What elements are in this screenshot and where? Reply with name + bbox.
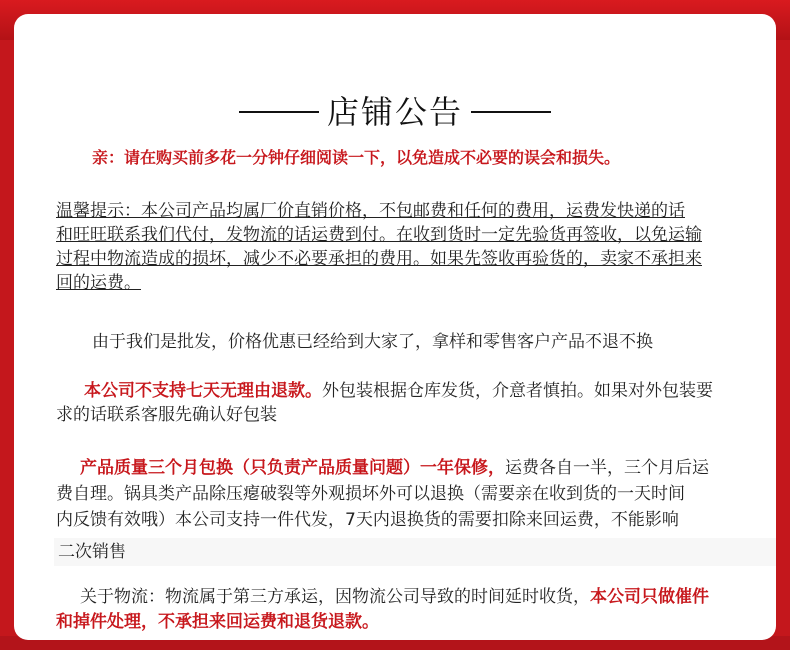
warranty-line-1	[80, 456, 709, 480]
tips-line-4: 回的运费。	[56, 273, 141, 293]
title-row	[14, 90, 776, 134]
notice-card	[14, 14, 776, 640]
logistics-red-2: 和掉件处理，不承担来回运费和退货退款。	[56, 612, 379, 632]
faded-band	[54, 538, 776, 566]
return-policy-line-2: 求的话联系客服先确认好包装	[56, 405, 277, 425]
warranty-red: 产品质量三个月包换（只负责产品质量问题）一年保修，	[80, 458, 505, 478]
return-policy-red: 本公司不支持七天无理由退款。	[84, 381, 322, 401]
tips-line-3: 过程中物流造成的损坏，减少不必要承担的费用。如果先签收再验货的，卖家不承担来	[56, 249, 702, 269]
warranty-line-4: 二次销售	[58, 542, 126, 562]
warranty-line-2: 费自理。锅具类产品除压瘪破裂等外观损坏外可以退换（需要亲在收到货的一天时间	[56, 484, 685, 504]
title-right-rule	[471, 111, 551, 113]
logistics-normal: 关于物流：物流属于第三方承运，因物流公司导致的时间延时收货，	[80, 587, 590, 607]
return-policy-rest: 外包装根据仓库发货，介意者慎拍。如果对外包装要	[322, 381, 713, 401]
logistics-line-1	[80, 585, 709, 609]
warranty-rest: 运费各自一半，三个月后运	[505, 458, 709, 478]
warranty-line-3: 内反馈有效哦）本公司支持一件代发，7天内退换货的需要扣除来回运费，不能影响	[56, 510, 679, 530]
logistics-red-1: 本公司只做催件	[590, 587, 709, 607]
tips-line-2: 和旺旺联系我们代付，发物流的话运费到付。在收到货时一定先验货再签收，以免运输	[56, 225, 702, 245]
dear-notice: 亲：请在购买前多花一分钟仔细阅读一下，以免造成不必要的误会和损失。	[92, 148, 621, 167]
page-title: 店铺公告	[326, 93, 463, 131]
tips-line-1: 温馨提示：本公司产品均属厂价直销价格，不包邮费和任何的费用，运费发快递的话	[56, 201, 685, 221]
title-left-rule	[239, 111, 319, 113]
wholesale-notice: 由于我们是批发，价格优惠已经给到大家了，拿样和零售客户产品不退不换	[92, 332, 653, 352]
return-policy-line-1	[84, 379, 713, 403]
